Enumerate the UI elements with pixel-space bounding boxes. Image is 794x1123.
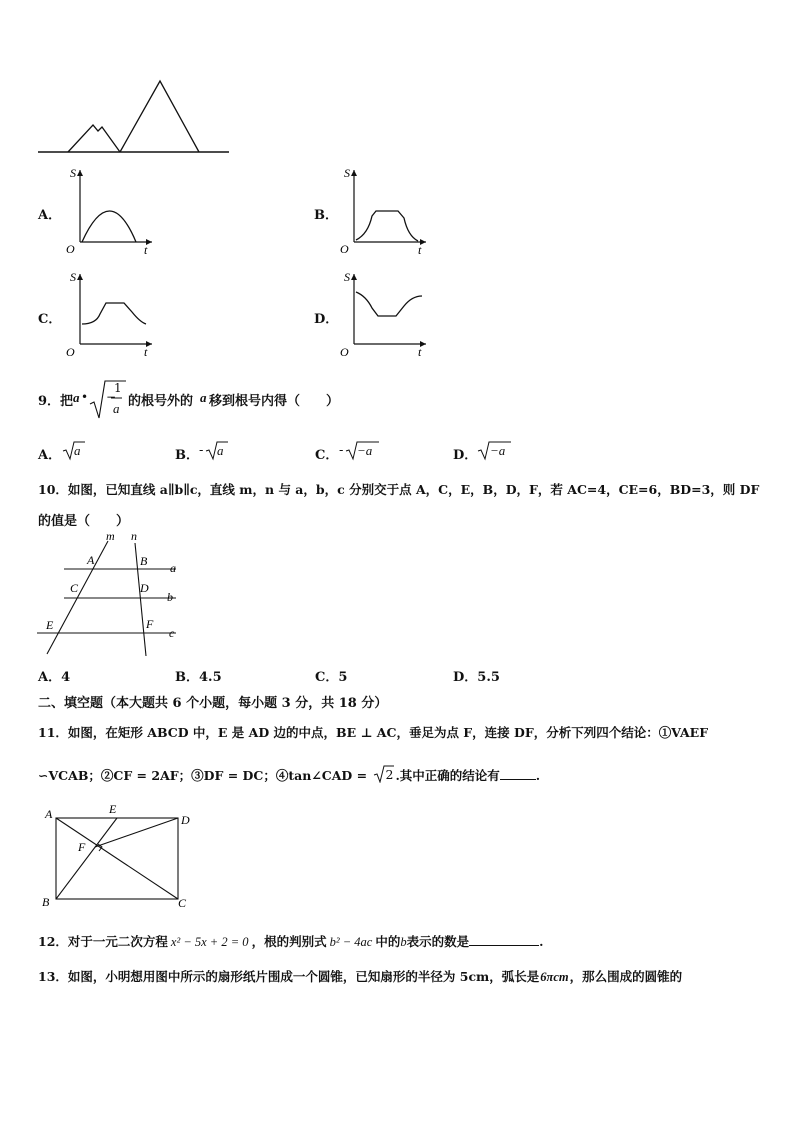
q10-option-a: A．4 (38, 670, 71, 685)
label-D: D (140, 581, 149, 595)
origin-label: O (66, 242, 75, 256)
label-B: B (140, 554, 148, 568)
q10-option-c: C．5 (315, 670, 348, 685)
origin-label: O (340, 242, 349, 256)
q10-line2: 的值是（ ） (38, 514, 130, 529)
q8-option-d-graph (334, 270, 430, 360)
q11-rectangle-figure (38, 800, 198, 912)
label-F: F (146, 617, 154, 631)
q9-option-c-label: C． (315, 448, 339, 463)
q9-option-d-label: D． (453, 448, 478, 463)
q12-line: 12．对于一元二次方程 x² − 5x + 2 = 0 ，根的判别式 b² − 4ac 中的b表示的数是 . (38, 934, 544, 949)
q11-line2: ∽VCAB；②CF = 2AF；③DF = DC；④tan∠CAD = 2 .其中正确的结论有 . (38, 767, 541, 783)
q8-option-b-label: B． (314, 208, 338, 223)
s-axis-label: S (344, 270, 350, 284)
q9-mid: 的根号外的 (128, 394, 194, 409)
label-m: m (106, 530, 115, 543)
s-axis-label: S (70, 166, 76, 180)
label-A: A (45, 807, 53, 821)
origin-label: O (66, 345, 75, 359)
label-C: C (70, 581, 79, 595)
q10-parallel-lines-figure (34, 530, 194, 660)
q9-prefix: 9．把 (38, 394, 74, 409)
q8-option-a-label: A． (38, 208, 62, 223)
label-b: b (167, 590, 173, 604)
q10-line1: 10．如图，已知直线 a∥b∥c，直线 m，n 与 a，b，c 分别交于点 A，C，E，B，D，F，若 AC=4，CE=6，BD=3，则 DF (38, 482, 760, 497)
q10-option-d: D．5.5 (453, 670, 500, 685)
q10-option-b: B．4.5 (175, 670, 222, 685)
label-c: c (169, 626, 175, 640)
section-title: 二、填空题（本大题共 6 个小题，每小题 3 分，共 18 分） (38, 696, 388, 711)
t-axis-label: t (144, 243, 148, 256)
s-axis-label: S (344, 166, 350, 180)
q9-dot: • (81, 390, 89, 404)
q13-line1: 13．如图，小明想用图中所示的扇形纸片围成一个圆锥，已知扇形的半径为 5cm，弧长是6πcm，那么围成的圆锥的 (38, 969, 683, 984)
t-axis-label: t (418, 345, 422, 359)
q8-option-c-graph (60, 270, 156, 360)
label-D: D (181, 813, 190, 827)
q8-option-d-label: D． (314, 312, 339, 327)
t-axis-label: t (144, 345, 148, 359)
q9-option-b-label: B． (175, 448, 199, 463)
label-F: F (78, 840, 86, 854)
mountain-figure (36, 78, 232, 156)
label-A: A (87, 553, 95, 567)
q11-line1: 11．如图，在矩形 ABCD 中，E 是 AD 边的中点，BE ⊥ AC，垂足为点 F，连接 DF，分析下列四个结论：①VAEF (38, 725, 709, 740)
t-axis-label: t (418, 243, 422, 256)
q9-var-a: a (73, 390, 80, 405)
q9-option-a-label: A． (38, 448, 62, 463)
s-axis-label: S (70, 270, 76, 284)
origin-label: O (340, 345, 349, 359)
label-n: n (131, 530, 137, 543)
label-B: B (42, 895, 50, 909)
q9-var-a2: a (200, 390, 207, 405)
q8-option-b-graph (334, 166, 430, 256)
label-E: E (46, 618, 54, 632)
q9-suffix: 移到根号内得（ ） (209, 394, 340, 409)
q9-denominator: a (113, 401, 120, 416)
q9-numerator: 1 (114, 381, 122, 395)
q8-option-c-label: C． (38, 312, 62, 327)
q8-option-a-graph (60, 166, 156, 256)
label-a: a (170, 561, 176, 575)
label-E: E (109, 802, 117, 816)
label-C: C (178, 896, 187, 910)
q9-neg: − (106, 390, 117, 404)
